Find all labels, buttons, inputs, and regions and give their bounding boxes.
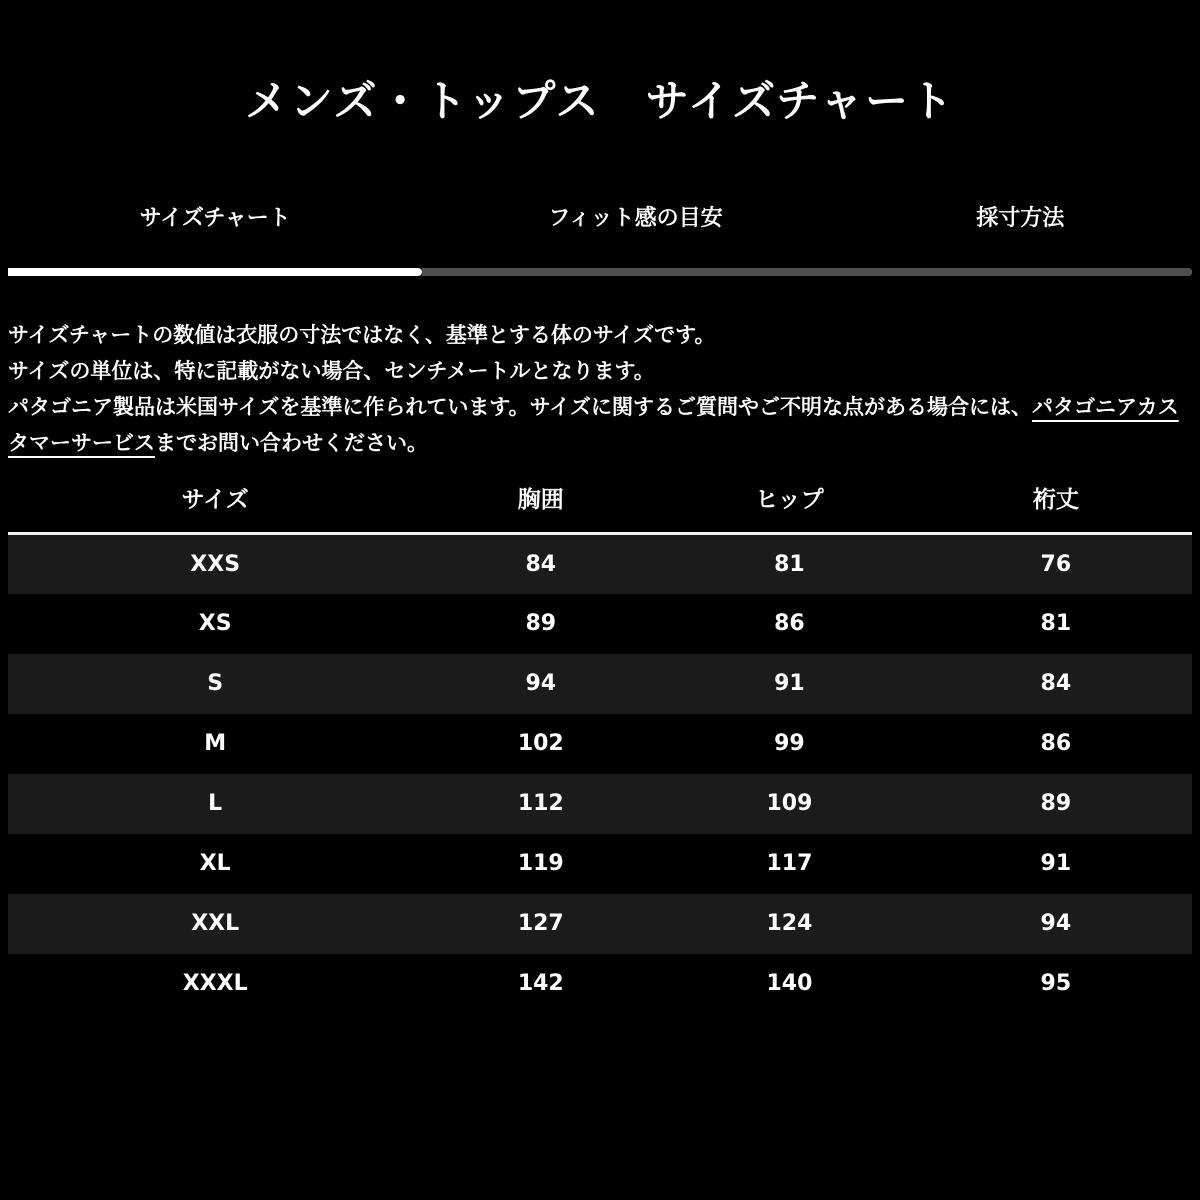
cell-size: XL: [199, 851, 231, 877]
tab-measuring-method-label: 採寸方法: [976, 206, 1065, 232]
header-row: [8, 465, 1192, 534]
size-table: [8, 465, 1192, 1014]
page-title: メンズ・トップス サイズチャート: [244, 77, 956, 127]
cell-size: XXL: [191, 911, 240, 937]
cell-hip: 140: [766, 971, 813, 997]
cell-hip: 81: [774, 552, 805, 578]
cell-size: XXS: [190, 552, 241, 578]
table-row-xxs: [8, 534, 1192, 594]
cell-sleeve: 84: [1040, 671, 1072, 697]
note-line-1: サイズチャートの数値は衣服の寸法ではなく、基準とする体のサイズです。: [8, 323, 716, 348]
tab-active-indicator: [8, 268, 422, 276]
tab-measuring-method[interactable]: [849, 201, 1192, 276]
cell-hip: 86: [774, 611, 805, 637]
column-header-hip: ヒップ: [659, 465, 919, 534]
note-contact-before: パタゴニア製品は米国サイズを基準に作られています。サイズに関するご質問やご不明な点がある場合には、: [8, 395, 1032, 420]
cell-chest: 94: [525, 671, 557, 697]
cell-sleeve: 76: [1040, 552, 1072, 578]
size-table-header: [8, 465, 1192, 534]
table-row-xl: [8, 834, 1192, 894]
cell-hip: 124: [766, 911, 813, 937]
note-line-3: [8, 389, 1192, 461]
cell-chest: 84: [525, 552, 557, 578]
size-table-body: [8, 534, 1192, 1014]
cell-sleeve: 81: [1040, 611, 1072, 637]
tab-fit-guide[interactable]: [422, 201, 848, 276]
note-contact-after: までお問い合わせください。: [155, 431, 428, 456]
cell-size: XS: [198, 611, 232, 637]
cell-size: S: [207, 671, 224, 697]
tab-size-chart-label: サイズチャート: [139, 206, 291, 232]
cell-sleeve: 91: [1040, 851, 1072, 877]
cell-hip: 99: [774, 731, 805, 757]
cell-chest: 89: [525, 611, 557, 637]
cell-chest: 102: [517, 731, 564, 757]
size-chart-notes: [8, 317, 1192, 461]
tab-bar: [8, 201, 1192, 276]
cell-size: XXXL: [182, 971, 248, 997]
cell-sleeve: 86: [1040, 731, 1072, 757]
tab-inactive-indicator: [849, 268, 1192, 276]
cell-sleeve: 94: [1040, 911, 1072, 937]
cell-chest: 112: [517, 791, 564, 817]
cell-chest: 127: [517, 911, 564, 937]
table-row-xxl: [8, 894, 1192, 954]
cell-hip: 117: [766, 851, 813, 877]
cell-chest: 119: [517, 851, 564, 877]
cell-size: M: [204, 731, 227, 757]
note-line-2: サイズの単位は、特に記載がない場合、センチメートルとなります。: [8, 359, 655, 384]
table-row-s: [8, 654, 1192, 714]
table-row-l: [8, 774, 1192, 834]
cell-hip: 91: [774, 671, 805, 697]
table-row-xxxl: [8, 954, 1192, 1014]
table-row-xs: [8, 594, 1192, 654]
tab-fit-guide-label: フィット感の目安: [548, 206, 723, 232]
cell-hip: 109: [766, 791, 813, 817]
tab-inactive-indicator: [422, 268, 848, 276]
cell-chest: 142: [517, 971, 564, 997]
column-header-chest: 胸囲: [422, 465, 659, 534]
column-header-sleeve: 裄丈: [920, 465, 1192, 534]
column-header-size: サイズ: [8, 465, 422, 534]
customer-service-link[interactable]: パタゴニアカスタマーサービス: [8, 395, 1179, 456]
cell-sleeve: 95: [1040, 971, 1072, 997]
cell-size: L: [208, 791, 223, 817]
table-row-m: [8, 714, 1192, 774]
cell-sleeve: 89: [1040, 791, 1072, 817]
tab-size-chart[interactable]: [8, 201, 422, 276]
